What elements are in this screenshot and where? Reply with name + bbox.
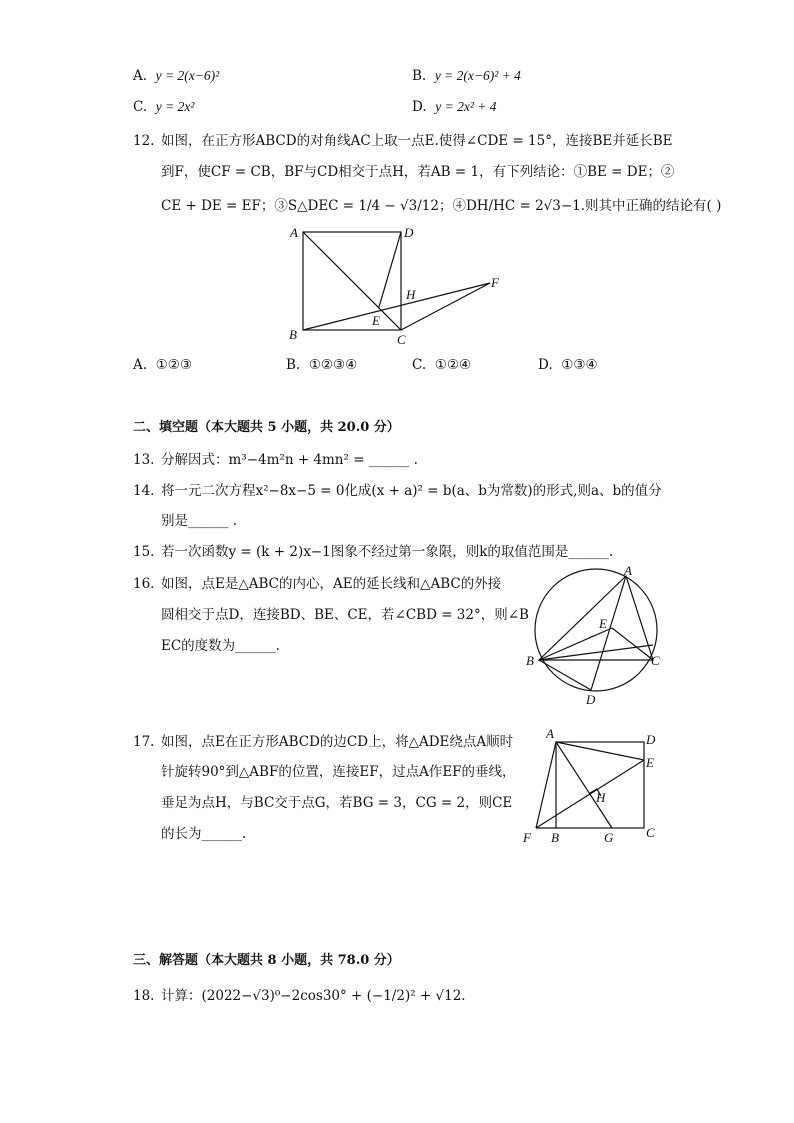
q16-label-d: D: [586, 692, 596, 707]
q11-option-d: D. y = 2x² + 4: [412, 99, 497, 115]
q17-right-angle-mark: [590, 789, 601, 796]
section-2-header: 二、填空题（本大题共 5 小题，共 20.0 分）: [133, 420, 400, 435]
q12-option-a: A. ①②③: [133, 357, 192, 373]
q17-line-ag: [556, 742, 612, 828]
q16-line-bd: [539, 660, 591, 690]
q17-label-g: G: [604, 830, 614, 845]
q14-line-1: 将一元二次方程x²−8x−5 = 0化成(x + a)² = b(a、b为常数)的形式,则a、b的值分: [161, 483, 662, 499]
q14-line-2: 别是______ .: [161, 513, 238, 529]
q17-label-f: F: [523, 830, 531, 845]
q15-text: 若一次函数y = (k + 2)x−1图象不经过第一象限，则k的取值范围是______.: [161, 544, 614, 560]
q17-line-fe: [536, 760, 644, 828]
q16-number: 16.: [133, 576, 155, 592]
q11-option-a: A. y = 2(x−6)²: [133, 68, 220, 84]
q12-diagonal-ac: [303, 232, 401, 330]
q17-line-2: 针旋转90°到△ABF的位置，连接EF，过点A作EF的垂线，: [161, 764, 516, 780]
q16-line-ce: [612, 628, 653, 660]
q17-line-3: 垂足为点H，与BC交于点G，若BG = 3，CG = 2，则CE: [161, 795, 513, 811]
q12-option-c: C. ①②④: [412, 357, 472, 373]
q15-number: 15.: [133, 544, 155, 560]
q13-text: 分解因式：m³−4m²n + 4mn² = ______ .: [161, 452, 418, 468]
q17-label-a: A: [546, 726, 554, 741]
q18-text: 计算：(2022−√3)⁰−2cos30° + (−1/2)² + √12.: [161, 988, 466, 1004]
q17-line-1: 如图，点E在正方形ABCD的边CD上，将△ADE绕点A顺时: [161, 734, 514, 750]
q14-number: 14.: [133, 483, 155, 499]
q16-label-b: B: [526, 653, 534, 668]
q12-label-d: D: [404, 225, 414, 240]
q13-number: 13.: [133, 452, 155, 468]
q17-square: [556, 742, 644, 828]
q16-label-e: E: [599, 616, 607, 631]
q17-line-ae: [556, 742, 644, 760]
q16-line-extra: [539, 645, 653, 660]
q16-line-3: EC的度数为______.: [161, 638, 280, 654]
q12-line-3: CE + DE = EF；③S△DEC = 1/4 − √3/12；④DH/HC = 2√3−1.则其中正确的结论有( ): [161, 198, 722, 214]
section-3-header: 三、解答题（本大题共 8 小题，共 78.0 分）: [133, 953, 400, 968]
q12-number: 12.: [133, 133, 155, 149]
q17-number: 17.: [133, 734, 155, 750]
q11-option-c: C. y = 2x²: [133, 99, 195, 115]
q16-line-ad: [591, 576, 626, 690]
q12-square: [303, 232, 401, 330]
q16-triangle-abc: [539, 576, 653, 660]
q16-line-2: 圆相交于点D，连接BD、BE、CE，若∠CBD = 32°，则∠B: [161, 607, 529, 623]
q12-line-1: 如图，在正方形ABCD的对角线AC上取一点E.使得∠CDE = 15°，连接BE并延长BE: [161, 133, 673, 149]
q17-line-af: [536, 742, 556, 828]
q16-circumcircle: [535, 569, 657, 691]
q12-label-f: F: [491, 275, 499, 290]
q16-line-be: [539, 628, 612, 660]
q17-label-c: C: [646, 825, 655, 840]
q12-option-d: D. ①③④: [538, 357, 598, 373]
q12-option-b: B. ①②③④: [286, 357, 358, 373]
q12-line-cf: [401, 283, 490, 330]
q12-label-a: A: [290, 225, 298, 240]
q16-line-1: 如图，点E是△ABC的内心，AE的延长线和△ABC的外接: [161, 576, 502, 592]
q17-label-h: H: [596, 790, 606, 805]
q12-line-2: 到F，使CF = CB，BF与CD相交于点H，若AB = 1，有下列结论：①BE = DE；②: [161, 164, 675, 180]
q12-label-e: E: [372, 313, 380, 328]
q12-label-h: H: [406, 287, 416, 302]
q12-label-c: C: [397, 332, 406, 347]
q12-line-bf: [303, 283, 490, 330]
q16-label-c: C: [651, 653, 660, 668]
q17-line-4: 的长为______.: [161, 826, 247, 842]
q12-label-b: B: [289, 327, 297, 342]
q18-number: 18.: [133, 988, 155, 1004]
q17-label-e: E: [646, 755, 654, 770]
q12-line-de: [379, 232, 401, 307]
q16-label-a: A: [624, 563, 632, 578]
q11-option-b: B. y = 2(x−6)² + 4: [412, 68, 521, 84]
q17-label-d: D: [646, 732, 656, 747]
q17-label-b: B: [551, 830, 559, 845]
